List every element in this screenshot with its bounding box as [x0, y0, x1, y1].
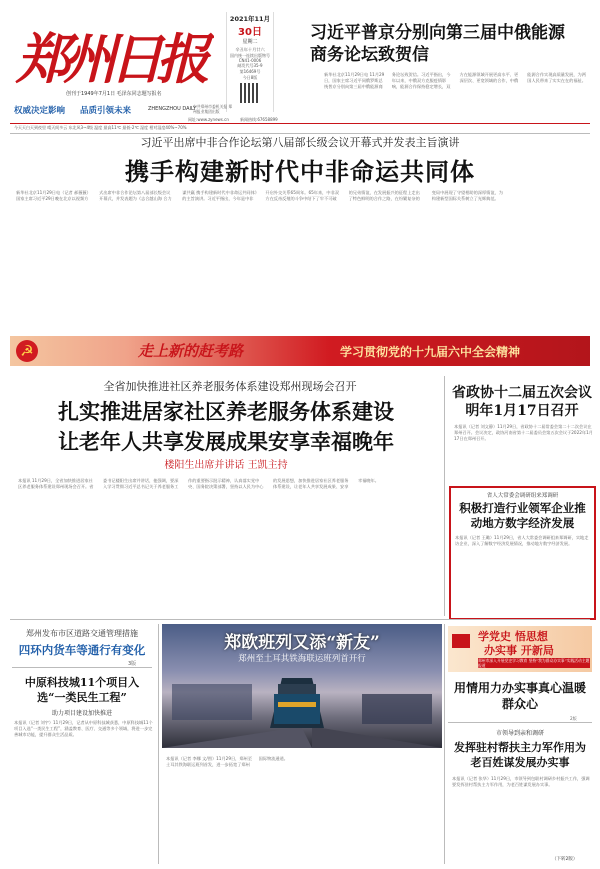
newspaper-logo: [14, 12, 214, 92]
issue-number: 第16469号: [239, 69, 261, 74]
hotline: 新闻热线:67658899: [240, 117, 278, 122]
pages: 今日8版: [242, 75, 258, 80]
study-slogan-2: 办实事 开新局: [484, 644, 554, 657]
producer: 中共郑州市委机关报 郑州报业集团出版: [193, 104, 233, 114]
community-kicker: 全省加快推进社区养老服务体系建设郑州现场会召开: [103, 380, 357, 393]
date-year: 2021年11月: [229, 15, 271, 23]
community-byline: 楼阳生出席并讲话 王凯主持: [164, 460, 288, 471]
photo-sub: 郑州至土耳其铁海联运班列首开行: [238, 654, 366, 664]
lead-headline[interactable]: 携手构建新时代中非命运共同体: [125, 157, 475, 186]
cppcc-body: 本报讯（记者 刘文静）11月29日，省政协十二届常委会第二十二次会议在郑州召开。会议决定，政协河南省第十二届委员会第五次会议于2022年1月17日在郑州召开。: [454, 424, 593, 441]
traffic-kicker: 郑州发布市区道路交通管理措施: [26, 629, 138, 638]
train-photo[interactable]: [162, 624, 442, 748]
study-slogan-1: 学党史 悟思想: [478, 630, 548, 643]
cmd-body: 本报讯（记者 张华）11月29日，市领导到包联村调研乡村振兴工作，强调要发挥驻村帮扶主力军作用，为老百姓谋发展办实事。: [452, 776, 590, 787]
community-headline-1[interactable]: 扎实推进居家社区养老服务体系建设: [58, 399, 394, 424]
english-name: ZHENGZHOU DAILY: [148, 106, 197, 112]
tech-sub: 助力项目建设加快推进: [51, 710, 112, 717]
boxed-kicker: 省人大常委会调研组来郑调研: [486, 493, 559, 499]
boxed-story: [449, 486, 596, 620]
tech-headline[interactable]: 中原科技城11个项目入选“一类民生工程”: [24, 676, 140, 704]
banner-left-text: 走上新的赶考路: [138, 342, 244, 360]
founded-line: 创刊于1949年7月1日 毛泽东同志题写报名: [66, 91, 162, 97]
photo-headline[interactable]: 郑欧班列又添“新友”: [224, 633, 380, 653]
weekday: 星期二: [242, 39, 258, 45]
website[interactable]: 网址:www.zynews.cn: [188, 117, 229, 122]
banner-right-text: 学习贯彻党的十九届六中全会精神: [340, 345, 521, 359]
logo-calligraphy-icon: [14, 12, 214, 92]
slogan-1: 权威决定影响: [14, 106, 66, 116]
logo-text: 郑州日报: [16, 27, 210, 91]
lead-body: 新华社北京11月29日电（记者 郝薇薇）国家主席习近平29日晚在北京以视频方式出席中非合作论坛第八届部长级会议开幕式，并发表题为《志合越山海 合力谋共赢 携手构建新时代中非命运共同体》的主旨演讲。习近平指出，今年是中非开启外交关系65周年。65年来，中非双方在反帝反殖的斗争中结下了牢不可破的兄弟情谊，在发展振兴的征程上走出了特色鲜明的合作之路，在纷繁复杂的变局中展现了守望相助的深厚情谊，为构建新型国际关系树立了光辉典范。: [16, 190, 503, 201]
tech-body: 本报讯（记者 刘宇）11月29日，记者从中原科技城获悉，中原科技城11个项目入选“一类民生工程”，涵盖教育、医疗、交通等多个领域，将进一步完善城市功能，提升群众生活品质。: [14, 720, 153, 737]
cmd-kicker: 市领导到亲和调研: [495, 730, 544, 737]
lunar-date: 辛丑年十月廿六: [235, 47, 265, 52]
study-page-ref[interactable]: 2版: [570, 716, 577, 721]
flag-icon: [452, 634, 470, 648]
study-headline[interactable]: 用情用力办实事真心温暖群众心: [453, 681, 586, 711]
party-emblem-icon: ☭: [16, 340, 38, 362]
cmd-page-ref[interactable]: （下转2版）: [552, 857, 578, 862]
slogan-2: 品质引领未来: [80, 106, 132, 116]
date-day: 30日: [238, 27, 262, 38]
issue-info: [226, 12, 274, 112]
postal-code: 邮发代号35-9: [237, 63, 263, 68]
banner: [10, 336, 590, 366]
boxed-body: 本报讯（记者 王璐）11月29日，省人大常委会调研组来郑调研，实地走访企业，深入了解数字经济发展情况，推动地方数字经济发展。: [455, 535, 589, 546]
top-story-headline[interactable]: 习近平普京分别向第三届中俄能源商务论坛致贺信: [310, 23, 565, 65]
traffic-page-ref[interactable]: 3版: [128, 661, 137, 667]
lead-kicker: 习近平出席中非合作论坛第八届部长级会议开幕式并发表主旨演讲: [140, 136, 460, 149]
cmd-headline[interactable]: 发挥驻村帮扶主力军作用为老百姓谋发展办实事: [454, 741, 586, 769]
qr-code[interactable]: [240, 83, 260, 103]
study-banner: [448, 626, 592, 672]
community-headline-2[interactable]: 让老年人共享发展成果安享幸福晚年: [58, 429, 394, 454]
cn-code: 国内统一连续出版物号 CN41-0006: [230, 53, 270, 63]
weather-bar: 今天天白天到夜里 晴天间多云 东北风3~4级 温度 最高11℃ 最低-2℃ 湿度 相对湿度40%~70%: [14, 125, 187, 130]
traffic-headline[interactable]: 四环内货车等通行有变化: [18, 643, 146, 657]
cppcc-headline[interactable]: 省政协十二届五次会议明年1月17日召开: [452, 385, 592, 419]
community-body: 本报讯 11月29日，全省加快推进居家社区养老服务体系建设郑州现场会召开。省委书记楼阳生出席并讲话，他强调，要深入学习贯彻习近平总书记关于养老服务工作的重要指示批示精神，认真落实党中央、国务院决策部署，坚持以人民为中心的发展思想，加快推进居家社区养老服务体系建设，让老年人共享发展成果、安享幸福晚年。: [18, 478, 379, 489]
top-story-body: 新华社北京11月29日电 11月29日，国家主席习近平同俄罗斯总统普京分别向第三届中俄能源商务论坛致贺信。习近平指出，今年以来，中俄双方克服疫情影响，能源合作保持稳定增长，双方在能源领域开展更高水平、更深层次、更宽领域的合作，中俄能源合作实现高质量发展，为两国人民带来了实实在在的福祉。: [324, 72, 586, 89]
boxed-headline[interactable]: 积极打造行业领军企业推动地方数字经济发展: [459, 501, 586, 530]
study-desc: 郑州市深入开展党史学习教育 坚持“我为群众办实事”实践活动主题报道: [478, 658, 590, 668]
photo-caption: 本报讯（记者 李娜 文/图）11月29日，郑州至土耳其铁海联运班列首发，进一步拓宽了郑州国际物流通道。: [166, 756, 288, 767]
